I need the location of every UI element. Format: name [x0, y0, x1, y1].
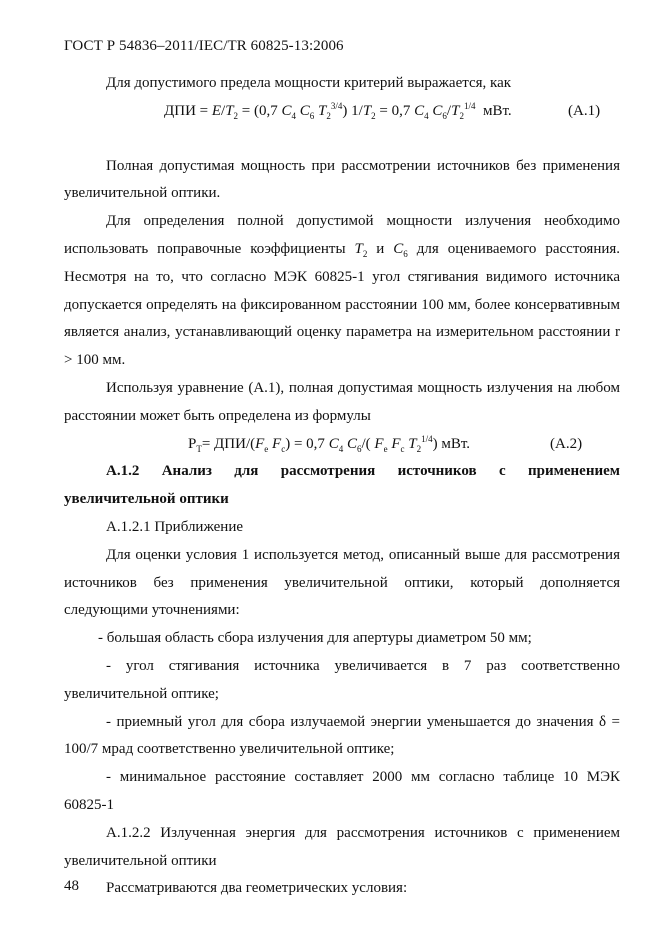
paragraph-define: Для определения полной допустимой мощности излучения необходимо использовать поправочные коэффициенты $T_2$ и $C_6$ для оцениваемого расстояния. Несмотря на то, что согласно МЭК 60825-1 угол стягивания видимого источника допускается определять на фиксированном расстоянии 100 мм, более консервативным является анализ, устанавливающий оценку параметра на измерительном расстоянии r > 100 мм. [64, 213, 621, 369]
section-heading: А.1.2 Анализ для рассмотрения источников с применением увеличительной оптики [64, 463, 620, 508]
formula-a1-expression: ДПИ = $E/T_2 = (0,7$ $C_4$ $C_6$ $T_2^{3/4}$) $1/T_2 = 0,7$ $C_4$ $C_6/T_2^{1/4}$ мВт. [164, 100, 512, 121]
subsection-heading-1: А.1.2.1 Приближение [106, 518, 243, 535]
document-header: ГОСТ Р 54836–2011/IEC/TR 60825-13:2006 [64, 38, 344, 54]
formula-a2 [64, 431, 620, 459]
document-body [64, 70, 620, 903]
formula-a2-number: (А.2) [550, 435, 583, 452]
intro-paragraph: Для допустимого предела мощности критерий выражается, как [106, 75, 512, 91]
define-text-end: для оцениваемого расстояния. Несмотря на то, что согласно МЭК 60825-1 угол стягивания видимого источника допускается определять на фиксированном расстоянии 100 мм, более консервативным является анализ, устанавливающий оценку параметра на измерительном расстоянии r > 100 мм. [64, 240, 621, 369]
list-item: - минимальное расстояние составляет 2000 мм согласно таблице 10 МЭК 60825-1 [64, 769, 620, 813]
define-text-and: и [376, 240, 385, 257]
formula-a1 [64, 98, 620, 126]
paragraph-method: Для оценки условия 1 используется метод, описанный выше для рассмотрения источников без применения увеличительной оптики, который дополняется следующими уточнениями: [64, 546, 620, 619]
list-item: - угол стягивания источника увеличивается в 7 раз соответственно увеличительной оптике; [64, 657, 620, 702]
formula-a2-expression: $P_T= ДПИ/(F_e$ $F_c) = 0,7$ $C_4$ $C_6/$( $F_e$ $F_c$ $T_2^{1/4}$) мВт. [188, 433, 471, 454]
subsection-heading-2: А.1.2.2 Излученная энергия для рассмотрения источников с применением увеличительной оптики [64, 824, 620, 869]
define-text-start: Для определения полной допустимой мощности излучения необходимо использовать поправочные коэффициенты [64, 213, 620, 257]
paragraph-total-power: Полная допустимая мощность при рассмотрении источников без применения увеличительной оптики. [64, 157, 620, 202]
formula-a1-number: (А.1) [568, 102, 601, 119]
list-item: - большая область сбора излучения для апертуры диаметром 50 мм; [98, 630, 532, 647]
page-number: 48 [64, 878, 79, 894]
paragraph-conditions: Рассматриваются два геометрических условия: [106, 880, 408, 897]
paragraph-using-equation: Используя уравнение (А.1), полная допустимая мощность излучения на любом расстоянии может быть определена из формулы [64, 379, 620, 424]
list-item: - приемный угол для сбора излучаемой энергии уменьшается до значения δ = 100/7 мрад соответственно увеличительной оптике; [64, 713, 620, 758]
spacer [64, 126, 620, 153]
